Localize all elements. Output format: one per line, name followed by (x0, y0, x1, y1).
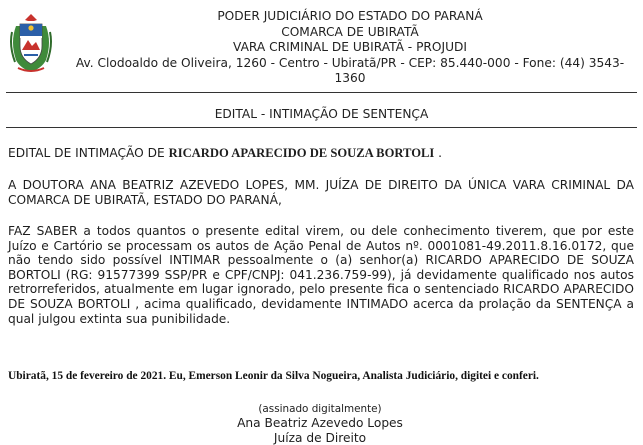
body-paragraph: FAZ SABER a todos quantos o presente edital virem, ou dele conhecimento tiverem, que por este Juízo e Cartório se processam os autos de Ação Penal de Autos nº. 0001081-49.2011.8.16.0172, que não tendo sido possível INTIMAR pessoalmente o (a) senhor(a) RICARDO APARECIDO DE SOUZA BORTOLI (RG: 91577399 SSP/PR e CPF/CNPJ: 041.236.759-99), já devidamente qualificado nos autos retrorreferidos, atualmente em lugar ignorado, pelo presente fica o sentenciado RICARDO APARECIDO DE SOUZA BORTOLI , acima qualificado, devidamente INTIMADO acerca da prolação da SENTENÇA a qual julgou extinta sua punibilidade. (8, 224, 634, 326)
defendant-name: RICARDO APARECIDO DE SOUZA BORTOLI (169, 146, 435, 160)
closing-statement: Ubiratã, 15 de fevereiro de 2021. Eu, Emerson Leonir da Silva Nogueira, Analista Judiciário, digitei e conferi. (8, 370, 634, 382)
signer-name: Ana Beatriz Azevedo Lopes (170, 416, 470, 431)
parana-coat-of-arms-icon (8, 12, 54, 74)
document-title: EDITAL - INTIMAÇÃO DE SENTENÇA (0, 107, 643, 121)
intro-prefix: EDITAL DE INTIMAÇÃO DE (8, 146, 169, 160)
district-name: COMARCA DE UBIRATÃ (70, 25, 630, 41)
digital-signature-note: (assinado digitalmente) (170, 403, 470, 416)
court-header (70, 9, 630, 87)
signature-block (170, 403, 470, 445)
court-name: PODER JUDICIÁRIO DO ESTADO DO PARANÁ (70, 9, 630, 25)
intimation-intro (8, 146, 634, 161)
judge-paragraph: A DOUTORA ANA BEATRIZ AZEVEDO LOPES, MM. JUÍZA DE DIREITO DA ÚNICA VARA CRIMINAL DA COMARCA DE UBIRATÃ, ESTADO DO PARANÁ, (8, 178, 634, 207)
header-divider-bottom (6, 127, 637, 128)
intro-suffix: . (434, 146, 442, 160)
court-division: VARA CRIMINAL DE UBIRATÃ - PROJUDI (70, 40, 630, 56)
court-address: Av. Clodoaldo de Oliveira, 1260 - Centro - Ubiratã/PR - CEP: 85.440-000 - Fone: (44) 3543-1360 (70, 56, 630, 87)
signer-role: Juíza de Direito (170, 431, 470, 445)
header-divider-top (6, 92, 637, 93)
